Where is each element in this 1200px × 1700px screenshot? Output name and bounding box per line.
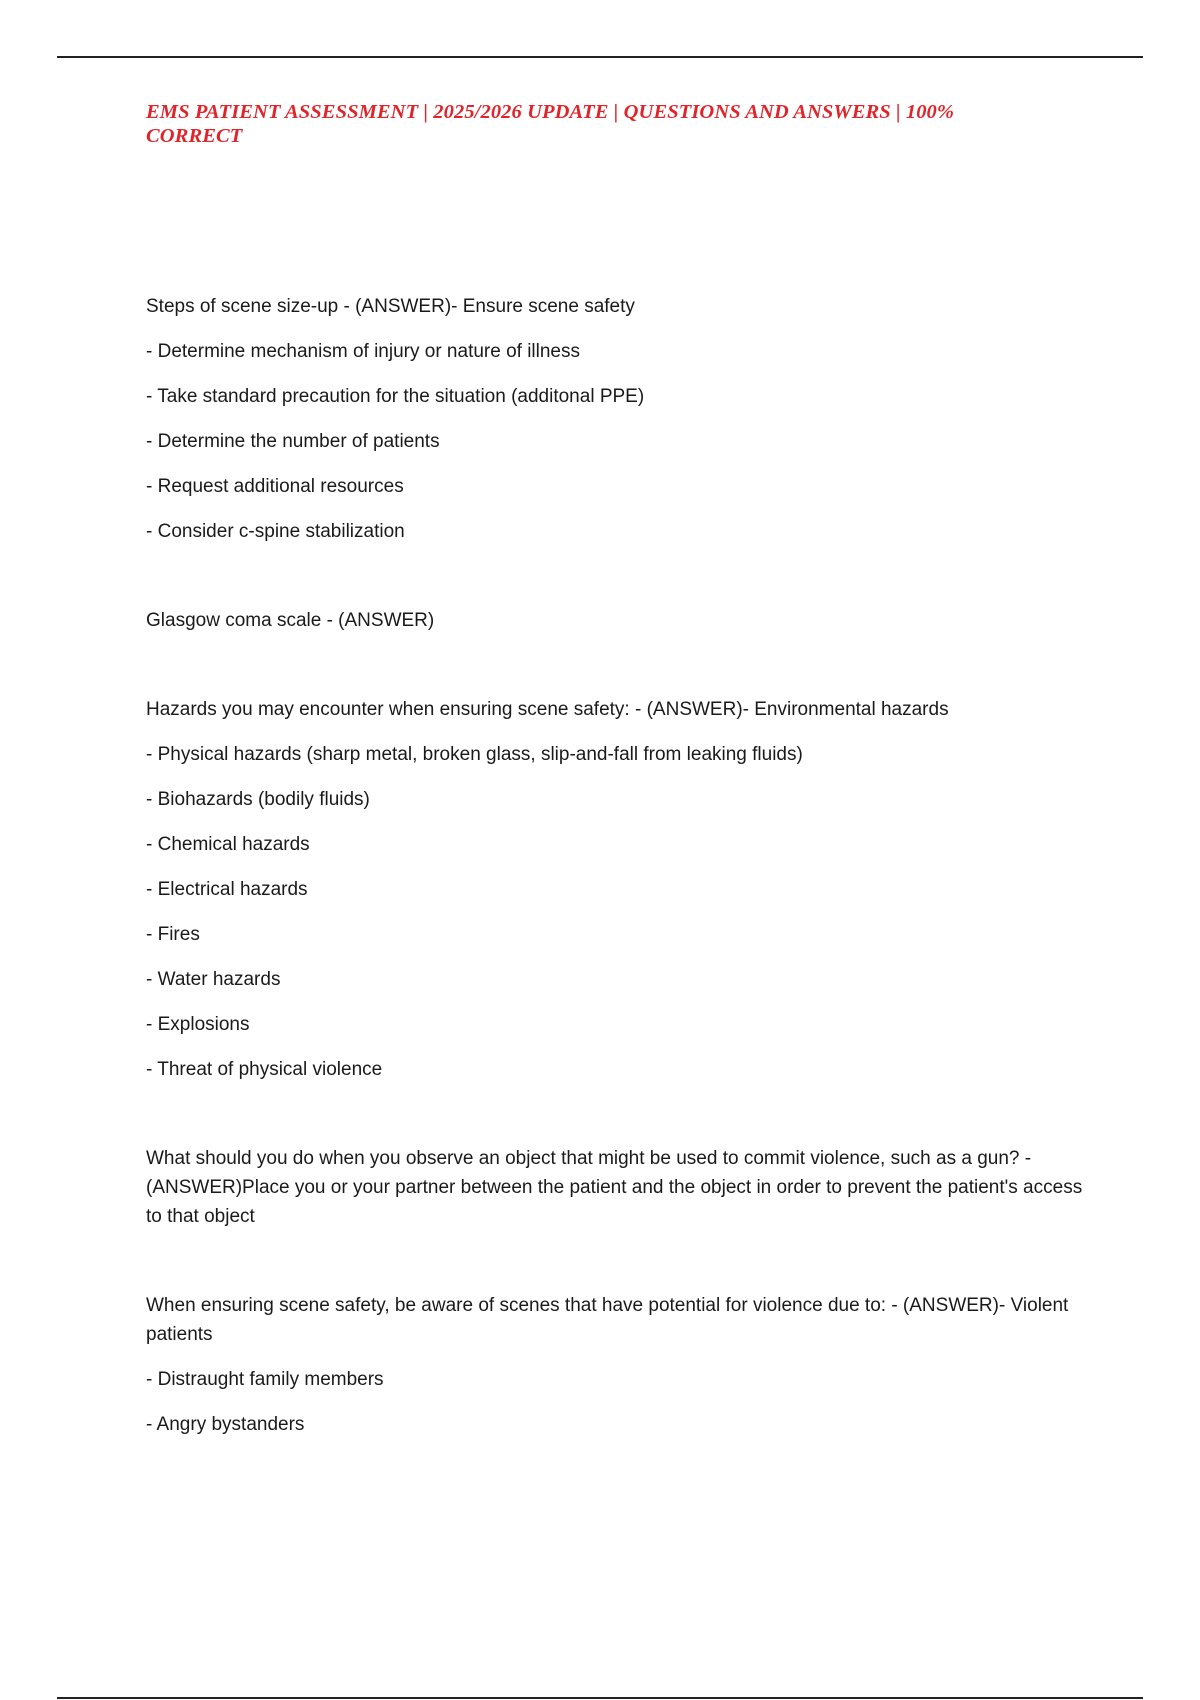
qa-line: - Consider c-spine stabilization (146, 521, 405, 542)
qa-line: Steps of scene size-up - (ANSWER)- Ensure scene safety (146, 296, 635, 317)
qa-potential-violence (146, 1291, 1096, 1439)
qa-line: - Take standard precaution for the situation (additonal PPE) (146, 386, 645, 407)
qa-content (146, 292, 1096, 1439)
qa-line: What should you do when you observe an object that might be used to commit violence, such as a gun? - (ANSWER)Place you or your partner between the patient and the object in order to prevent the patient's access to that object (146, 1148, 1088, 1227)
qa-line: - Distraught family members (146, 1369, 384, 1390)
qa-line: - Electrical hazards (146, 879, 308, 900)
qa-scene-size-up (146, 292, 1096, 546)
qa-line: - Determine mechanism of injury or nature of illness (146, 341, 581, 362)
qa-line: - Request additional resources (146, 476, 404, 497)
qa-line: - Chemical hazards (146, 834, 310, 855)
document-title: EMS PATIENT ASSESSMENT | 2025/2026 UPDATE | QUESTIONS AND ANSWERS | 100% CORRECT (146, 101, 955, 147)
qa-line: - Determine the number of patients (146, 431, 440, 452)
qa-line: Glasgow coma scale - (ANSWER) (146, 610, 435, 631)
qa-hazards (146, 695, 1096, 1084)
bottom-rule (57, 1697, 1143, 1699)
qa-line: - Biohazards (bodily fluids) (146, 789, 370, 810)
qa-line: Hazards you may encounter when ensuring scene safety: - (ANSWER)- Environmental hazards (146, 699, 949, 720)
qa-line: - Physical hazards (sharp metal, broken glass, slip-and-fall from leaking fluids) (146, 744, 803, 765)
qa-line: - Angry bystanders (146, 1414, 305, 1435)
qa-glasgow-coma-scale (146, 606, 1096, 635)
qa-line: - Fires (146, 924, 200, 945)
qa-object-violence (146, 1144, 1096, 1231)
qa-line: - Threat of physical violence (146, 1059, 383, 1080)
qa-line: - Explosions (146, 1014, 250, 1035)
top-rule (57, 56, 1143, 58)
qa-line: - Water hazards (146, 969, 281, 990)
qa-line: When ensuring scene safety, be aware of scenes that have potential for violence due to: - (ANSWER)- Violent patients (146, 1295, 1074, 1345)
